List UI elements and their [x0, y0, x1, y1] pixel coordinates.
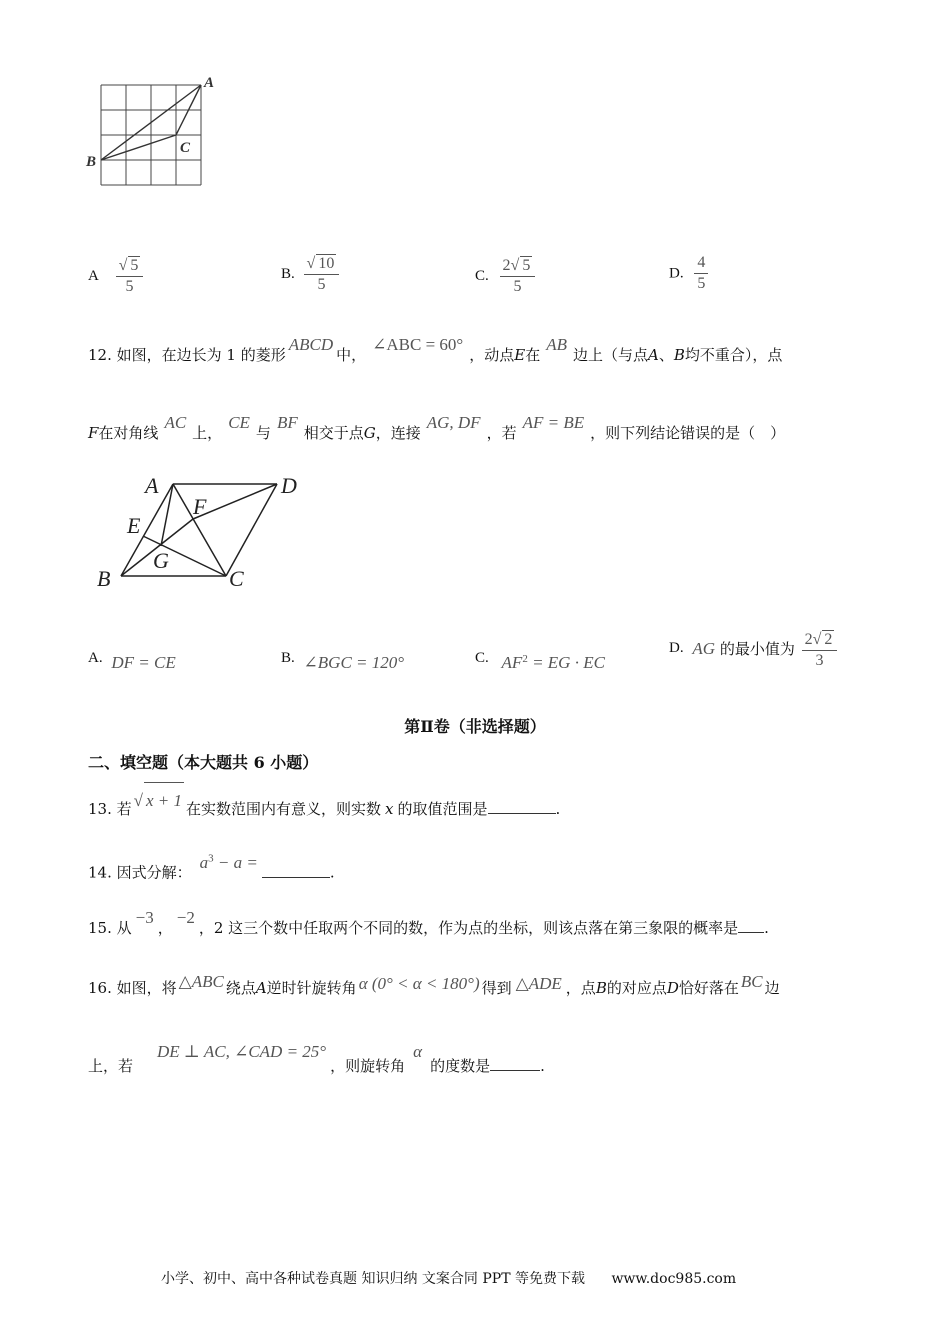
q16-line2: 上，若DE ⊥ AC, ∠CAD = 25°，则旋转角α的度数是 . [88, 1042, 545, 1075]
fraction: $\frac{4}{5}$ [694, 254, 708, 293]
label-G: G [153, 548, 169, 573]
q16-line1: 16. 如图，将 △ABC 绕点A逆时针旋转角 α (0° < α < 180°) 得到 △ADE ，点B的对应点D恰好落在 BC 边 [88, 972, 780, 997]
fraction: $\frac{2√ 5}{5}$ [500, 256, 536, 296]
q11-option-b: B. $\frac{√ 10}{5}$ [281, 254, 339, 294]
option-letter: A [88, 268, 99, 284]
label-B: B [97, 566, 111, 591]
answer-blank[interactable] [488, 813, 556, 814]
q11-option-c: C. $\frac{2√ 5}{5}$ [475, 256, 535, 296]
fraction: $\frac{2√ 2}{3}$ [802, 630, 838, 670]
label-A: A [204, 75, 215, 91]
q14: 14. 因式分解：$a^3 - a$ =. [88, 852, 335, 882]
fraction: $\frac{√ 5}{5}$ [116, 256, 144, 296]
q11-option-a [88, 256, 143, 296]
footer-url[interactable]: www.doc985.com [611, 1271, 737, 1287]
q13: 13. 若 √ x + 1 在实数范围内有意义，则实数 x 的取值范围是 . [88, 790, 560, 827]
footer-text: 小学、初中、高中各种试卷真题 知识归纳 文案合同 PPT 等免费下载 [161, 1271, 585, 1287]
answer-blank[interactable] [262, 877, 330, 878]
label-E: E [127, 513, 141, 538]
rhombus-figure [95, 470, 315, 595]
label-C: C [180, 140, 191, 156]
label-B: B [86, 154, 97, 170]
fraction: $\frac{√ 10}{5}$ [304, 254, 340, 294]
q12-line2: F在对角线AC上，CE与BF相交于点G，连接AG, DF，若AF = BE，则下列结论错误的是（ ） [88, 413, 786, 442]
footer [161, 1268, 736, 1288]
label-C: C [229, 566, 244, 591]
q12-option-b: B. ∠BGC = 120° [281, 650, 405, 672]
grid-figure [80, 70, 230, 195]
label-A: A [145, 473, 159, 498]
answer-blank[interactable] [738, 932, 764, 933]
label-D: D [281, 473, 297, 498]
label-F: F [193, 494, 207, 519]
section-title: 第Ⅱ卷（非选择题） [404, 717, 546, 736]
answer-blank[interactable] [490, 1070, 540, 1071]
q15: 15. 从−3，−2，2 这三个数中任取两个不同的数，作为点的坐标，则该点落在第三象限的概率是 . [88, 908, 769, 937]
q12-option-c: C. $AF^2$ = EG · EC [475, 650, 605, 672]
fill-heading: 二、填空题（本大题共 6 小题） [88, 753, 319, 772]
q11-option-d: D. $\frac{4}{5}$ [669, 254, 708, 293]
q12-option-d: D. AG 的最小值为 $\frac{2√ 2}{3}$ [669, 630, 837, 670]
q12-option-a: A. DF = CE [88, 650, 176, 672]
q12-line1: 12. 如图，在边长为 1 的菱形ABCD中，∠ABC = 60°，动点E在AB边上（与点A、B均不重合），点 [88, 335, 783, 364]
